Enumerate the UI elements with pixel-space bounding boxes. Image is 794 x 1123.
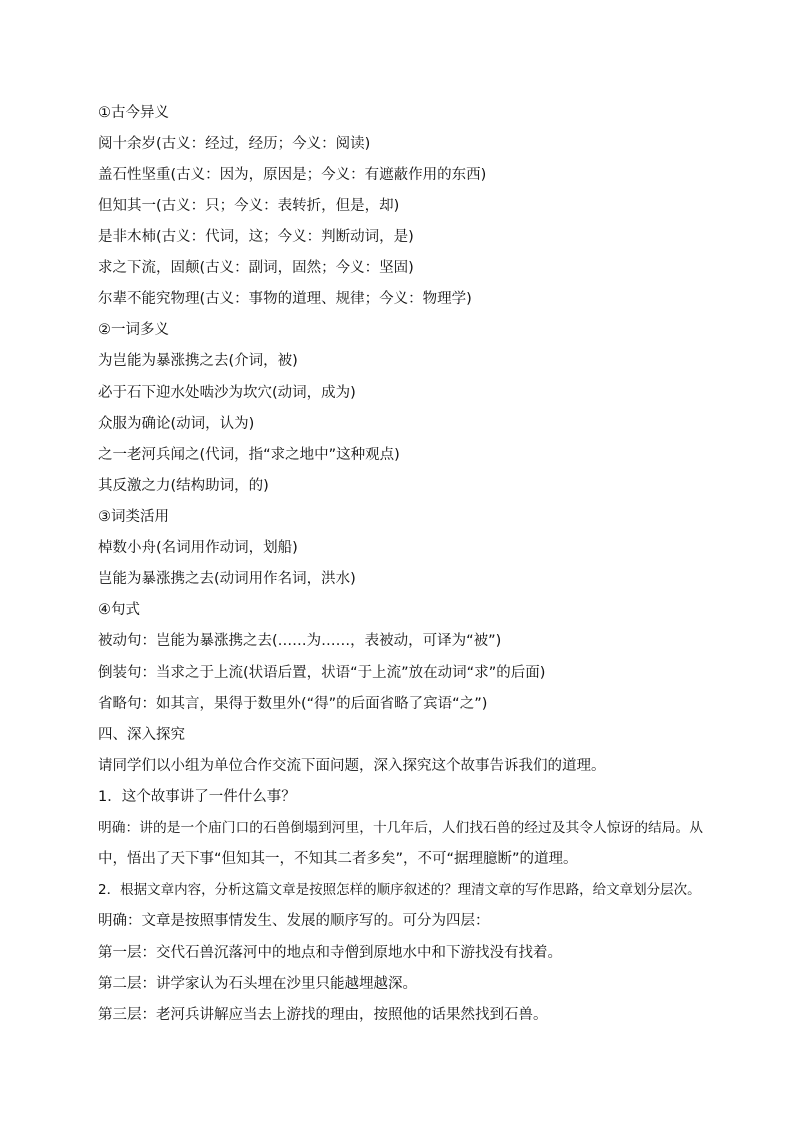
text-line: 尔辈不能究物理(古义：事物的道理、规律；今义：物理学) [98, 291, 472, 307]
text-line: 但知其一(古义：只；今义：表转折，但是，却) [98, 198, 400, 214]
layer-1: 第一层：交代石兽沉落河中的地点和寺僧到原地水中和下游找没有找着。 [98, 945, 562, 961]
section-heading-deep-inquiry: 四、深入探究 [98, 727, 185, 743]
text-line: 棹数小舟(名词用作动词，划船) [98, 540, 298, 556]
text-line: 倒装句：当求之于上流(状语后置，状语“于上流”放在动词“求”的后面) [98, 665, 546, 681]
text-line: 众服为确论(动词，认为) [98, 416, 255, 432]
answer-2: 明确：文章是按照事情发生、发展的顺序写的。可分为四层： [98, 913, 490, 929]
text-line: 之一老河兵闻之(代词，指“求之地中”这种观点) [98, 447, 400, 463]
text-line: 岂能为暴涨携之去(动词用作名词，洪水) [98, 571, 356, 587]
heading-word-class-usage: ③词类活用 [98, 509, 169, 525]
answer-1-line-2: 中，悟出了天下事“但知其一，不知其二者多矣”，不可“据理臆断”的道理。 [98, 851, 578, 867]
text-line: 请同学们以小组为单位合作交流下面问题，深入探究这个故事告诉我们的道理。 [98, 758, 606, 774]
text-line: 其反激之力(结构助词，的) [98, 478, 269, 494]
layer-2: 第二层：讲学家认为石头埋在沙里只能越埋越深。 [98, 976, 417, 992]
layer-3: 第三层：老河兵讲解应当去上游找的理由，按照他的话果然找到石兽。 [98, 1007, 548, 1023]
question-2: 2．根据文章内容，分析这篇文章是按照怎样的顺序叙述的？理清文章的写作思路，给文章划分层次。 [98, 882, 701, 898]
text-line: 为岂能为暴涨携之去(介词，被) [98, 353, 298, 369]
question-1: 1．这个故事讲了一件什么事？ [98, 789, 296, 805]
heading-ancient-modern-meaning: ①古今异义 [98, 105, 169, 121]
text-line: 阅十余岁(古义：经过，经历；今义：阅读) [98, 136, 371, 152]
heading-sentence-patterns: ④句式 [98, 602, 140, 618]
text-line: 省略句：如其言，果得于数里外(“得”的后面省略了宾语“之”) [98, 696, 488, 712]
text-line: 求之下流，固颠(古义：副词，固然；今义：坚固) [98, 260, 414, 276]
heading-polysemy: ②一词多义 [98, 322, 169, 338]
text-line: 是非木杮(古义：代词，这；今义：判断动词，是) [98, 229, 414, 245]
text-line: 被动句：岂能为暴涨携之去(……为……，表被动，可译为“被”) [98, 633, 502, 649]
text-line: 必于石下迎水处啮沙为坎穴(动词，成为) [98, 385, 356, 401]
answer-1-line-1: 明确：讲的是一个庙门口的石兽倒塌到河里，十几年后，人们找石兽的经过及其令人惊讶的结局。从 [98, 820, 704, 836]
text-line: 盖石性坚重(古义：因为，原因是；今义：有遮蔽作用的东西) [98, 167, 487, 183]
